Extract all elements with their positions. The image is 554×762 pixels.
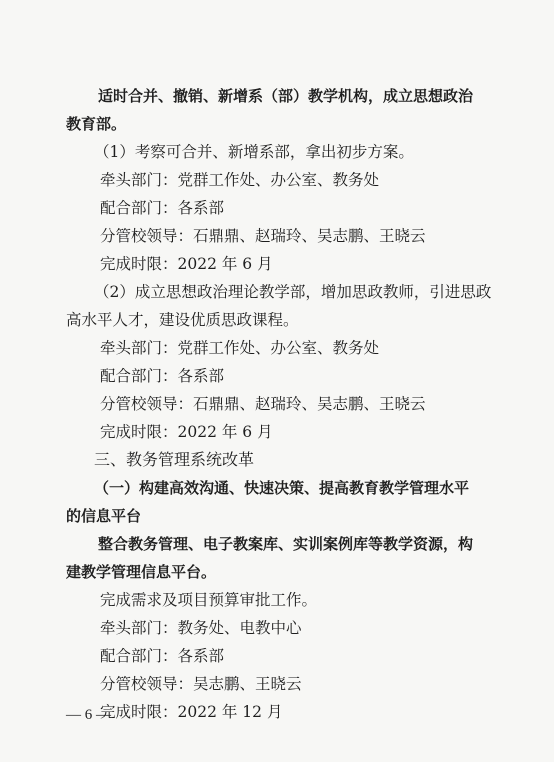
subitem-line: （1）考察可合并、新增系部，拿出初步方案。 <box>94 143 414 161</box>
lead-department-line: 牵头部门：教务处、电教中心 <box>100 619 302 637</box>
paragraph-line: 教育部。 <box>66 115 127 133</box>
deadline-line: 完成时限：2022 年 6 月 <box>100 255 273 273</box>
page-number: — 6 — <box>66 707 111 723</box>
leader-line: 分管校领导：石鼎鼎、赵瑞玲、吴志鹏、王晓云 <box>100 395 426 413</box>
leader-line: 分管校领导：吴志鹏、王晓云 <box>100 675 302 693</box>
paragraph-line: 整合教务管理、电子教案库、实训案例库等教学资源，构 <box>98 535 474 553</box>
deadline-line: 完成时限：2022 年 12 月 <box>100 703 283 721</box>
subsection-heading: （一）构建高效沟通、快速决策、提高教育教学管理水平 <box>94 479 470 497</box>
section-heading: 三、教务管理系统改革 <box>94 450 255 469</box>
leader-line: 分管校领导：石鼎鼎、赵瑞玲、吴志鹏、王晓云 <box>100 227 426 245</box>
task-line: 完成需求及项目预算审批工作。 <box>100 591 318 609</box>
paragraph-line: 建教学管理信息平台。 <box>66 563 217 581</box>
support-department-line: 配合部门：各系部 <box>100 367 225 385</box>
subitem-line: （2）成立思想政治理论教学部，增加思政教师，引进思政 <box>94 283 492 301</box>
lead-department-line: 牵头部门：党群工作处、办公室、教务处 <box>100 339 380 357</box>
paragraph-line: 高水平人才，建设优质思政课程。 <box>66 311 299 329</box>
support-department-line: 配合部门：各系部 <box>100 647 225 665</box>
paragraph-line: 适时合并、撤销、新增系（部）教学机构，成立思想政治 <box>98 87 474 105</box>
deadline-line: 完成时限：2022 年 6 月 <box>100 423 273 441</box>
lead-department-line: 牵头部门：党群工作处、办公室、教务处 <box>100 171 380 189</box>
support-department-line: 配合部门：各系部 <box>100 199 225 217</box>
subsection-heading-cont: 的信息平台 <box>66 507 142 525</box>
